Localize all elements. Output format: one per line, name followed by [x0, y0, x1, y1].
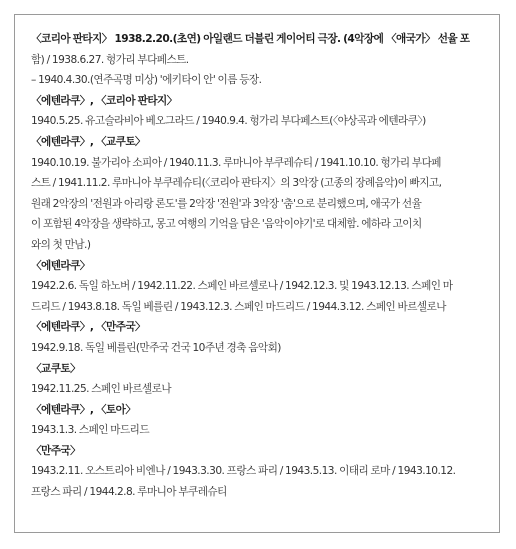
text-line: 1942.11.25. 스페인 바르셀로나	[31, 383, 172, 396]
section-heading: 〈만주국〉	[31, 444, 81, 457]
performance-list	[31, 29, 489, 503]
section-heading: 〈에텐라쿠〉, 〈코리아 판타지〉	[31, 94, 177, 107]
text-line: 원래 2악장의 '전원과 아리랑 론도'를 2악장 '전원'과 3악장 '춤'으로 분리했으며, 애국가 선율	[31, 197, 422, 210]
text-line: 1943.1.3. 스페인 마드리드	[31, 424, 150, 437]
section-heading: 〈에텐라쿠〉, 〈교쿠토〉	[31, 135, 146, 148]
text-line: 1942.9.18. 독일 베를린(만주국 건국 10주년 경축 음악회)	[31, 341, 281, 354]
text-line: 와의 첫 만남.)	[31, 238, 91, 251]
section-heading: 〈에텐라쿠〉	[31, 259, 90, 272]
document-box	[14, 14, 500, 533]
text-line: – 1940.4.30.(연주곡명 미상) '에키타이 안' 이름 등장.	[31, 74, 262, 87]
text-line: 1940.5.25. 유고슬라비아 베오그라드 / 1940.9.4. 헝가리 부다페스트(〈야상곡과 에텐라쿠〉)	[31, 115, 426, 128]
text-line: 드리드 / 1943.8.18. 독일 베를린 / 1943.12.3. 스페인 마드리드 / 1944.3.12. 스페인 바르셀로나	[31, 300, 446, 313]
title-line: 〈코리아 판타지〉 1938.2.20.(초연) 아일랜드 더블린 게이어티 극장. (4악장에 〈애국가〉 선율 포	[31, 33, 470, 45]
text-line: 함) / 1938.6.27. 헝가리 부다페스트.	[31, 53, 189, 66]
text-line: 스트 / 1941.11.2. 루마니아 부쿠레슈티(〈코리아 판타지〉의 3악장 (고종의 장례음악)이 빠지고,	[31, 177, 442, 190]
text-line: 1942.2.6. 독일 하노버 / 1942.11.22. 스페인 바르셀로나 / 1942.12.3. 및 1943.12.13. 스페인 마	[31, 280, 453, 293]
text-line: 프랑스 파리 / 1944.2.8. 루마니아 부쿠레슈티	[31, 486, 227, 499]
section-heading: 〈교쿠토〉	[31, 362, 81, 375]
section-heading: 〈에텐라쿠〉, 〈토아〉	[31, 403, 136, 416]
text-line: 이 포함된 4악장을 생략하고, 몽고 여행의 기억을 담은 '음악이야기'로 대체함. 에하라 고이치	[31, 218, 422, 231]
section-heading: 〈에텐라쿠〉, 〈만주국〉	[31, 321, 146, 334]
text-line: 1940.10.19. 불가리아 소피아 / 1940.11.3. 루마니아 부쿠레슈티 / 1941.10.10. 헝가리 부다페	[31, 156, 441, 169]
text-line: 1943.2.11. 오스트리아 비엔나 / 1943.3.30. 프랑스 파리 / 1943.5.13. 이태리 로마 / 1943.10.12.	[31, 465, 456, 478]
